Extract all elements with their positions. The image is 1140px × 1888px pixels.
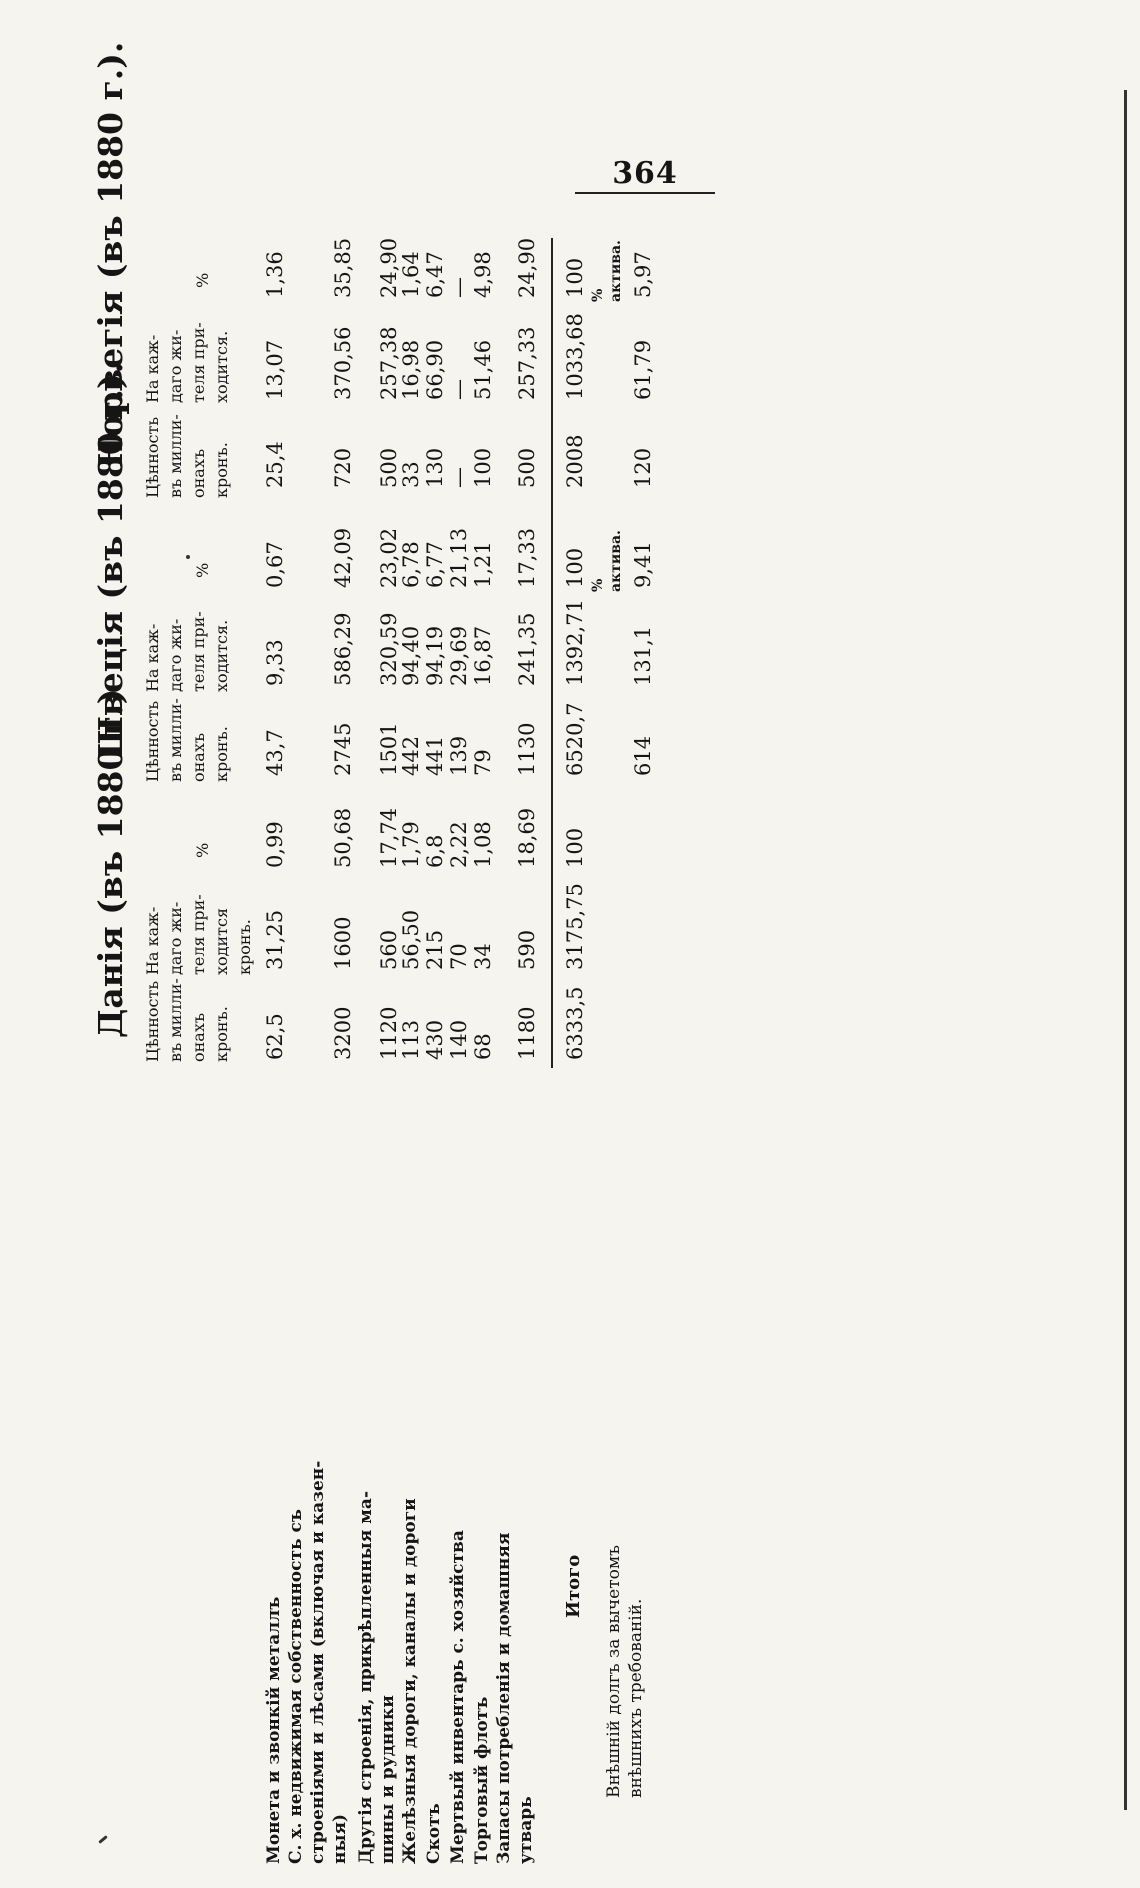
- cell-no-value: 33: [399, 461, 423, 488]
- cell-dk-value: 113: [399, 1019, 423, 1060]
- cell-dk-per-capita: 215: [423, 929, 447, 970]
- foreign-debt-se-per-capita: 131,1: [631, 625, 655, 686]
- cell-se-per-capita: 586,29: [331, 612, 355, 686]
- cell-no-per-capita: 370,56: [331, 326, 355, 400]
- col-header-se-per-capita: На каж- даго жи- теля при- ходится.: [143, 611, 231, 692]
- cell-dk-percent: 18,69: [515, 807, 539, 868]
- group-header-denmark: Данія (въ 1880 г.): [91, 688, 130, 1038]
- row-label-inventory: Мертвый инвентарь с. хозяйства: [448, 1530, 468, 1864]
- cell-se-percent: 42,09: [331, 527, 355, 588]
- cell-no-per-capita: 13,07: [263, 339, 287, 400]
- cell-no-percent: 6,47: [423, 251, 447, 298]
- row-label-coin: Монета и звонкій металлъ: [264, 1596, 284, 1864]
- cell-no-percent: 1,64: [399, 251, 423, 298]
- cell-se-percent: 17,33: [515, 527, 539, 588]
- row-label-fleet: Торговый флотъ: [472, 1696, 492, 1864]
- total-se-percent: 100: [563, 547, 587, 588]
- total-no-percent: 100: [563, 257, 587, 298]
- cell-no-per-capita: 257,33: [515, 326, 539, 400]
- cell-dk-percent: 1,08: [471, 821, 495, 868]
- percent-of-assets-note-no: % актива.: [590, 240, 624, 302]
- cell-no-per-capita: 16,98: [399, 339, 423, 400]
- page-edge-rule: [1124, 90, 1127, 1810]
- col-header-dk-value: Цѣнность въ милли- онахъ кронъ.: [143, 978, 231, 1062]
- foreign-debt-label: Внѣшній долгъ за вычетомъ внѣшнихъ требованій.: [604, 1545, 646, 1798]
- cell-dk-per-capita: 34: [471, 943, 495, 970]
- cell-se-value: 139: [447, 735, 471, 776]
- cell-no-percent: 24,90: [377, 237, 401, 298]
- total-se-value: 6520,7: [563, 702, 587, 776]
- cell-dk-per-capita: 70: [447, 943, 471, 970]
- cell-no-value: 100: [471, 447, 495, 488]
- total-se-per-capita: 1392,71: [563, 599, 587, 686]
- percent-of-assets-note-se: % актива.: [590, 530, 624, 592]
- cell-se-value: 2745: [331, 722, 355, 776]
- total-dk-value: 6333,5: [563, 986, 587, 1060]
- cell-dk-percent: 0,99: [263, 821, 287, 868]
- cell-se-percent: 23,02: [377, 527, 401, 588]
- total-no-per-capita: 1033,68: [563, 313, 587, 400]
- cell-dk-percent: 17,74: [377, 807, 401, 868]
- group-header-sweden: Швеція (въ 1880 г.).: [91, 361, 130, 758]
- page-number-rule: [575, 192, 715, 194]
- cell-no-value: 720: [331, 447, 355, 488]
- cell-dk-value: 1120: [377, 1006, 401, 1060]
- cell-se-per-capita: 94,40: [399, 625, 423, 686]
- cell-dk-value: 1180: [515, 1006, 539, 1060]
- cell-dk-per-capita: 560: [377, 929, 401, 970]
- col-header-no-value: Цѣнность въ милли- онахъ кронъ.: [143, 414, 231, 498]
- cell-no-percent: 35,85: [331, 237, 355, 298]
- cell-se-per-capita: 320,59: [377, 612, 401, 686]
- cell-no-value: 500: [377, 447, 401, 488]
- cell-dk-value: 3200: [331, 1006, 355, 1060]
- cell-se-value: 441: [423, 735, 447, 776]
- cell-dk-per-capita: 1600: [331, 916, 355, 970]
- cell-no-value: 25,4: [263, 441, 287, 488]
- cell-no-value: 500: [515, 447, 539, 488]
- col-header-no-percent: %: [193, 272, 212, 288]
- cell-no-per-capita: 257,38: [377, 326, 401, 400]
- cell-se-percent: 6,78: [399, 541, 423, 588]
- cell-no-value: —: [447, 467, 471, 488]
- cell-dk-percent: 1,79: [399, 821, 423, 868]
- cell-dk-per-capita: 590: [515, 929, 539, 970]
- cell-no-percent: 1,36: [263, 251, 287, 298]
- cell-se-value: 79: [471, 749, 495, 776]
- row-label-supplies: Запасы потребленія и домашняя утварь: [494, 1532, 536, 1864]
- cell-se-value: 1130: [515, 722, 539, 776]
- total-label: Итого: [563, 1554, 584, 1618]
- cell-se-percent: 0,67: [263, 541, 287, 588]
- cell-se-per-capita: 16,87: [471, 625, 495, 686]
- cell-se-per-capita: 241,35: [515, 612, 539, 686]
- row-label-railways: Желѣзныя дороги, каналы и дороги: [400, 1498, 420, 1864]
- col-header-se-value: Цѣнность въ милли- онахъ кронъ.: [143, 698, 231, 782]
- cell-dk-percent: 2,22: [447, 821, 471, 868]
- cell-dk-value: 140: [447, 1019, 471, 1060]
- cell-dk-per-capita: 56,50: [399, 909, 423, 970]
- foreign-debt-no-percent: 5,97: [631, 251, 655, 298]
- total-dk-per-capita: 3175,75: [563, 883, 587, 970]
- cell-no-per-capita: —: [447, 379, 471, 400]
- cell-dk-value: 430: [423, 1019, 447, 1060]
- cell-se-per-capita: 29,69: [447, 625, 471, 686]
- cell-no-per-capita: 66,90: [423, 339, 447, 400]
- row-label-buildings: Другія строенія, прикрѣпленныя ма- шины и рудники: [356, 1490, 398, 1864]
- col-header-no-per-capita: На каж- даго жи- теля при- ходится.: [143, 322, 231, 403]
- cell-dk-value: 62,5: [263, 1013, 287, 1060]
- col-header-dk-per-capita: На каж- даго жи- теля при- ходится кронъ.: [143, 894, 254, 975]
- total-rule: [551, 238, 553, 1068]
- total-no-value: 2008: [563, 434, 587, 488]
- cell-se-percent: 6,77: [423, 541, 447, 588]
- cell-se-value: 442: [399, 735, 423, 776]
- cell-se-percent: 21,13: [447, 527, 471, 588]
- cell-dk-percent: 6,8: [423, 834, 447, 868]
- group-header-norway: Норвегія (въ 1880 г.).: [91, 41, 130, 468]
- cell-no-value: 130: [423, 447, 447, 488]
- cell-dk-value: 68: [471, 1033, 495, 1060]
- cell-se-percent: 1,21: [471, 541, 495, 588]
- cell-se-per-capita: 9,33: [263, 639, 287, 686]
- foreign-debt-se-value: 614: [631, 735, 655, 776]
- col-header-se-percent: %: [193, 562, 212, 578]
- total-dk-percent: 100: [563, 827, 587, 868]
- cell-no-per-capita: 51,46: [471, 339, 495, 400]
- cell-no-percent: 4,98: [471, 251, 495, 298]
- cell-dk-per-capita: 31,25: [263, 909, 287, 970]
- cell-se-per-capita: 94,19: [423, 625, 447, 686]
- col-header-dk-percent: %: [193, 842, 212, 858]
- cell-dk-percent: 50,68: [331, 807, 355, 868]
- cell-se-value: 43,7: [263, 729, 287, 776]
- foreign-debt-no-per-capita: 61,79: [631, 339, 655, 400]
- row-label-livestock: Скотъ: [424, 1803, 444, 1864]
- foreign-debt-se-percent: 9,41: [631, 541, 655, 588]
- foreign-debt-no-value: 120: [631, 447, 655, 488]
- cell-no-percent: —: [447, 277, 471, 298]
- cell-no-percent: 24,90: [515, 237, 539, 298]
- cell-se-value: 1501: [377, 722, 401, 776]
- page-number: 364: [612, 156, 678, 191]
- row-label-agri-property: С. х. недвижимая собственность съ строеніями и лѣсами (включая и казен- ныя): [286, 1460, 350, 1864]
